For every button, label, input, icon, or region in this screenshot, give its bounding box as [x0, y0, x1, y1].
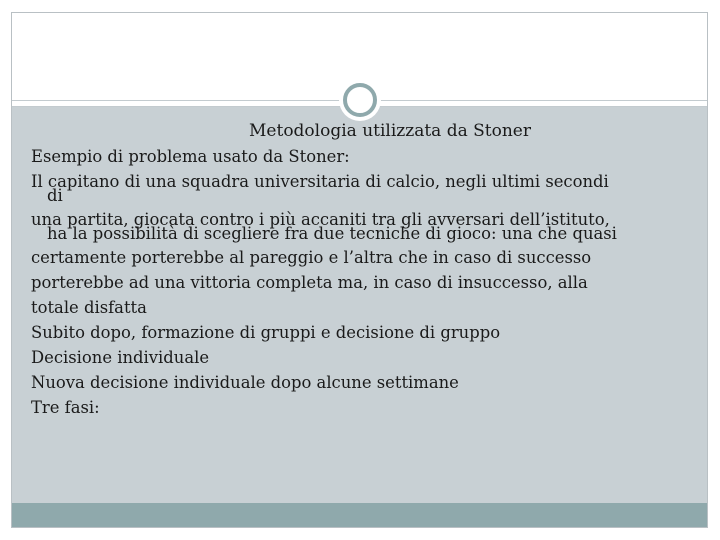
body-paragraph	[31, 169, 691, 203]
body-line: totale disfatta	[31, 298, 147, 317]
slide-body	[31, 119, 691, 420]
body-line-wrap: di	[47, 186, 63, 205]
slide-title: Metodologia utilizzata da Stoner	[249, 121, 531, 141]
slide-footer-bar	[12, 503, 707, 527]
body-line: Nuova decisione individuale dopo alcune settimane	[31, 373, 459, 392]
body-paragraph	[31, 207, 691, 241]
body-line-wrap: ha la possibilità di scegliere fra due tecniche di gioco: una che quasi	[47, 224, 617, 243]
body-line: Tre fasi:	[31, 398, 100, 417]
circle-ring-icon	[343, 83, 377, 117]
body-line: certamente porterebbe al pareggio e l’altra che in caso di successo	[31, 248, 592, 267]
body-line: Esempio di problema usato da Stoner:	[31, 147, 350, 166]
body-line: una partita, giocata contro i più accaniti tra gli avversari dell’istituto,	[31, 210, 610, 229]
body-line: Decisione individuale	[31, 348, 210, 367]
body-line: porterebbe ad una vittoria completa ma, in caso di insuccesso, alla	[31, 273, 588, 292]
body-line: Subito dopo, formazione di gruppi e decisione di gruppo	[31, 323, 501, 342]
body-line: Il capitano di una squadra universitaria di calcio, negli ultimi secondi	[31, 172, 609, 191]
